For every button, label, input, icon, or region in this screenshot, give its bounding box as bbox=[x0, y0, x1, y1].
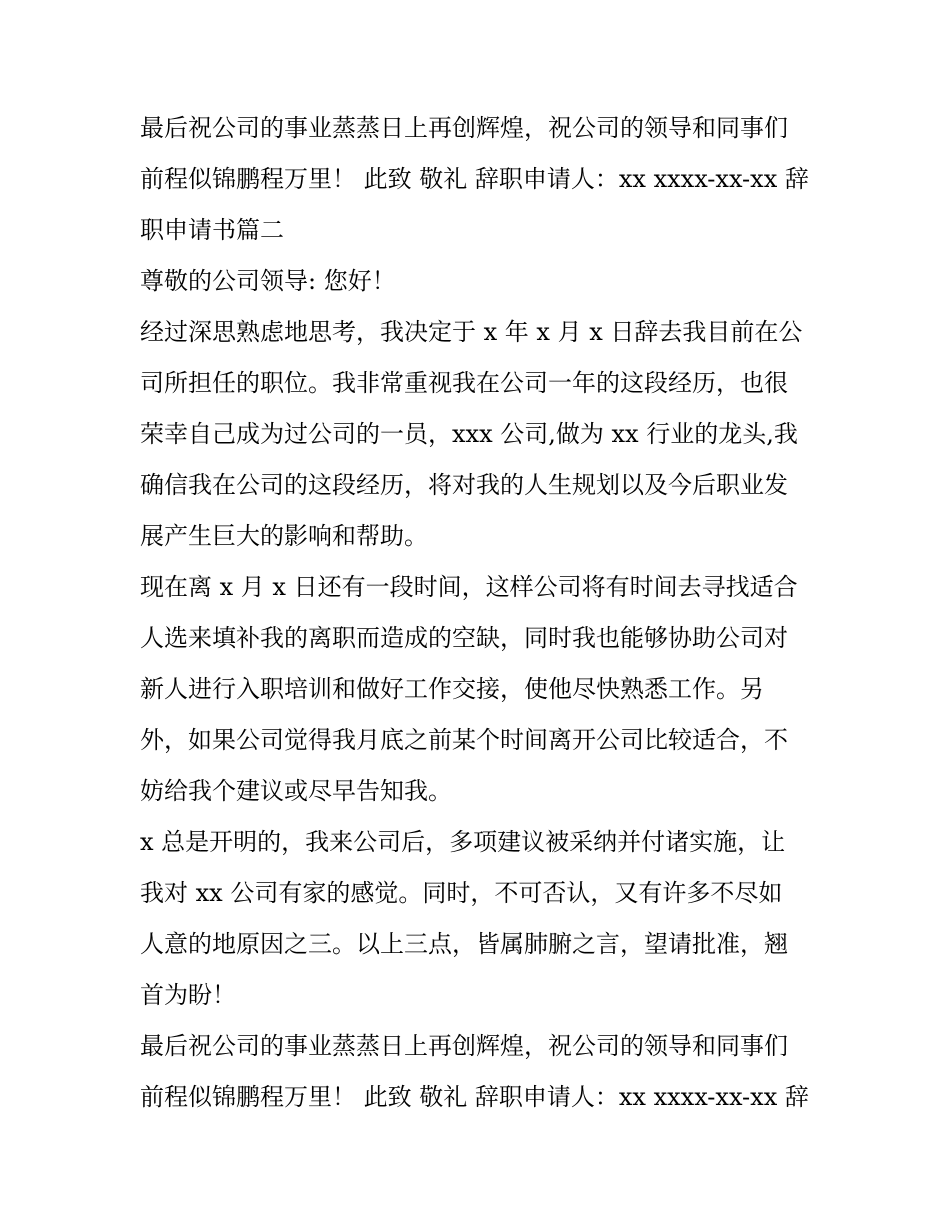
text-line: 现在离 x 月 x 日还有一段时间，这样公司将有时间去寻找适合 bbox=[140, 573, 798, 601]
text-line: 司所担任的职位。我非常重视我在公司一年的这段经历，也很 bbox=[140, 369, 788, 397]
text-line: 经过深思熟虑地思考，我决定于 x 年 x 月 x 日辞去我目前在公 bbox=[140, 318, 803, 346]
text-line: 妨给我个建议或尽早告知我。 bbox=[140, 777, 452, 805]
text-line: 职申请书篇二 bbox=[140, 216, 284, 244]
text-line: 人选来填补我的离职而造成的空缺，同时我也能够协助公司对 bbox=[140, 624, 788, 652]
text-line: 最后祝公司的事业蒸蒸日上再创辉煌，祝公司的领导和同事们 bbox=[140, 114, 788, 142]
text-line: 荣幸自己成为过公司的一员，xxx 公司,做为 xx 行业的龙头,我 bbox=[140, 420, 798, 448]
text-line: 前程似锦鹏程万里！ 此致 敬礼 辞职申请人：xx xxxx-xx-xx 辞 bbox=[140, 1083, 809, 1111]
text-line: 确信我在公司的这段经历，将对我的人生规划以及今后职业发 bbox=[140, 471, 788, 499]
text-line: 前程似锦鹏程万里！ 此致 敬礼 辞职申请人：xx xxxx-xx-xx 辞 bbox=[140, 165, 809, 193]
document-body bbox=[140, 103, 815, 1123]
text-line: 展产生巨大的影响和帮助。 bbox=[140, 522, 428, 550]
text-line: 新人进行入职培训和做好工作交接，使他尽快熟悉工作。另 bbox=[140, 675, 764, 703]
text-line: 首为盼！ bbox=[140, 981, 236, 1009]
text-line: 外，如果公司觉得我月底之前某个时间离开公司比较适合，不 bbox=[140, 726, 788, 754]
text-line: 人意的地原因之三。以上三点，皆属肺腑之言，望请批准，翘 bbox=[140, 930, 788, 958]
text-line: 我对 xx 公司有家的感觉。同时，不可否认，又有许多不尽如 bbox=[140, 879, 783, 907]
text-line: 尊敬的公司领导: 您好！ bbox=[140, 267, 396, 295]
text-line: x 总是开明的，我来公司后，多项建议被采纳并付诸实施，让 bbox=[140, 828, 786, 856]
text-line: 最后祝公司的事业蒸蒸日上再创辉煌，祝公司的领导和同事们 bbox=[140, 1032, 788, 1060]
